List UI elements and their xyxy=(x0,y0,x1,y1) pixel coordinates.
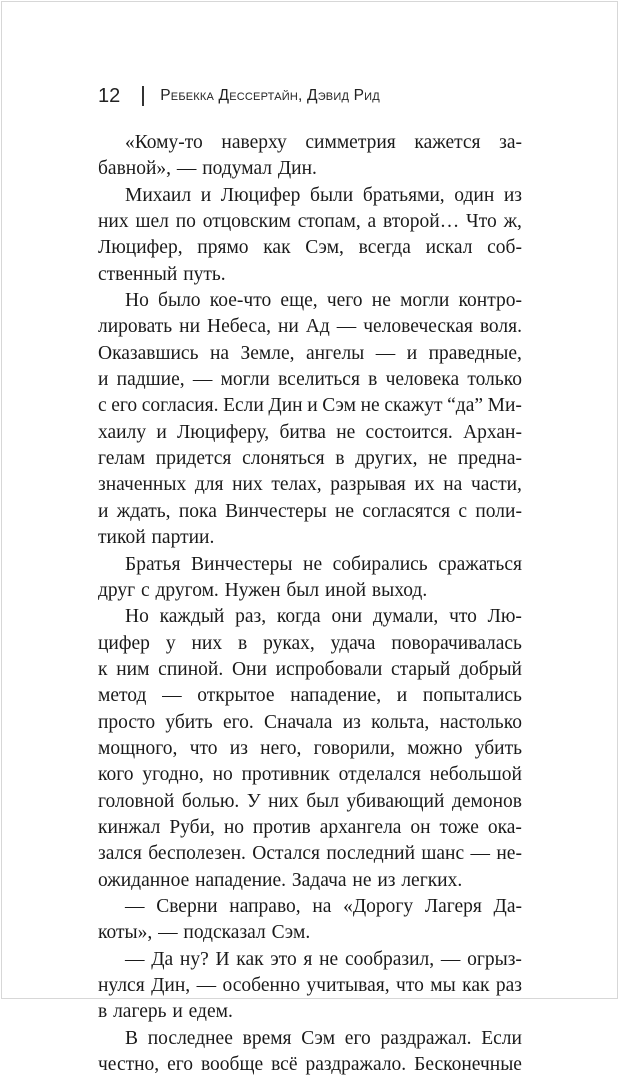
body-text xyxy=(98,130,522,1078)
paragraph xyxy=(98,552,522,605)
text-line: В последнее время Сэм его раздражал. Если xyxy=(125,1027,522,1049)
text-line: — Сверни направо, на «Дорогу Лагеря Да- xyxy=(125,895,522,917)
text-line: ожиданное нападение. Задача не из легких. xyxy=(98,869,463,891)
text-line: гелам придется слоняться в других, не предна- xyxy=(98,448,522,470)
paragraph xyxy=(98,183,522,288)
text-line: метод — открытое нападение, и попытались xyxy=(98,685,522,707)
text-line: бавной», — подумал Дин. xyxy=(98,158,317,180)
text-line: зался бесполезен. Остался последний шанс — не- xyxy=(98,843,522,865)
text-line: Но каждый раз, когда они думали, что Лю- xyxy=(125,606,522,628)
text-line: в лагерь и едем. xyxy=(98,1001,233,1023)
text-line: цифер у них в руках, удача поворачивалась xyxy=(98,632,522,654)
text-line: к ним спиной. Они испробовали старый добрый xyxy=(98,658,522,680)
text-line: головной болью. У них был убивающий демонов xyxy=(98,790,522,812)
text-line: коты», — подсказал Сэм. xyxy=(98,922,311,944)
text-line: просто убить его. Сначала из кольта, настолько xyxy=(98,711,522,733)
text-line: «Кому-то наверху симметрия кажется за- xyxy=(125,132,522,153)
text-line: лировать ни Небеса, ни Ад — человеческая воля. xyxy=(98,316,522,338)
text-line: Но было кое-что еще, чего не могли контро- xyxy=(125,290,522,312)
text-line: Михаил и Люцифер были братьями, один из xyxy=(125,184,522,206)
text-line: кого угодно, но противник отделался небольшой xyxy=(98,764,522,786)
text-line: них шел по отцовским стопам, а второй… Что ж, xyxy=(98,211,522,233)
text-line: значенных для них телах, разрывая их на части, xyxy=(98,474,522,496)
text-line: нулся Дин, — особенно учитывая, что мы как раз xyxy=(98,975,522,996)
running-title: Ребекка Дессертайн, Дэвид Рид xyxy=(160,87,380,104)
text-line: с его согласия. Если Дин и Сэм не скажут “да” Ми- xyxy=(98,395,522,417)
paragraph xyxy=(98,1026,522,1078)
text-line: Люцифер, прямо как Сэм, всегда искал соб- xyxy=(98,237,522,259)
paragraph xyxy=(98,604,522,894)
text-line: кинжал Руби, но против архангела он тоже ока- xyxy=(98,816,522,838)
header-separator xyxy=(142,86,144,106)
text-line: и ждать, пока Винчестеры не согласятся с поли- xyxy=(98,500,522,522)
text-line: и падшие, — могли вселиться в человека только xyxy=(98,369,522,391)
page-number: 12 xyxy=(98,84,121,107)
text-line: друг с другом. Нужен был иной выход. xyxy=(98,579,428,601)
text-line: мощного, что из него, говорили, можно убить xyxy=(98,737,522,759)
paragraph xyxy=(98,288,522,551)
text-line: — Да ну? И как это я не сообразил, — огрыз- xyxy=(125,948,522,970)
text-line: Братья Винчестеры не собирались сражаться xyxy=(125,553,522,575)
paragraph xyxy=(98,947,522,1026)
running-header xyxy=(98,84,380,108)
text-line: тикой партии. xyxy=(98,527,215,549)
text-line: честно, его вообще всё раздражало. Бесконечные xyxy=(98,1054,522,1076)
text-line: хаилу и Люциферу, битва не состоится. Архан- xyxy=(98,421,522,443)
paragraph xyxy=(98,894,522,947)
text-line: Оказавшись на Земле, ангелы — и праведные, xyxy=(98,342,522,364)
text-line: ственный путь. xyxy=(98,263,226,285)
paragraph xyxy=(98,130,522,183)
